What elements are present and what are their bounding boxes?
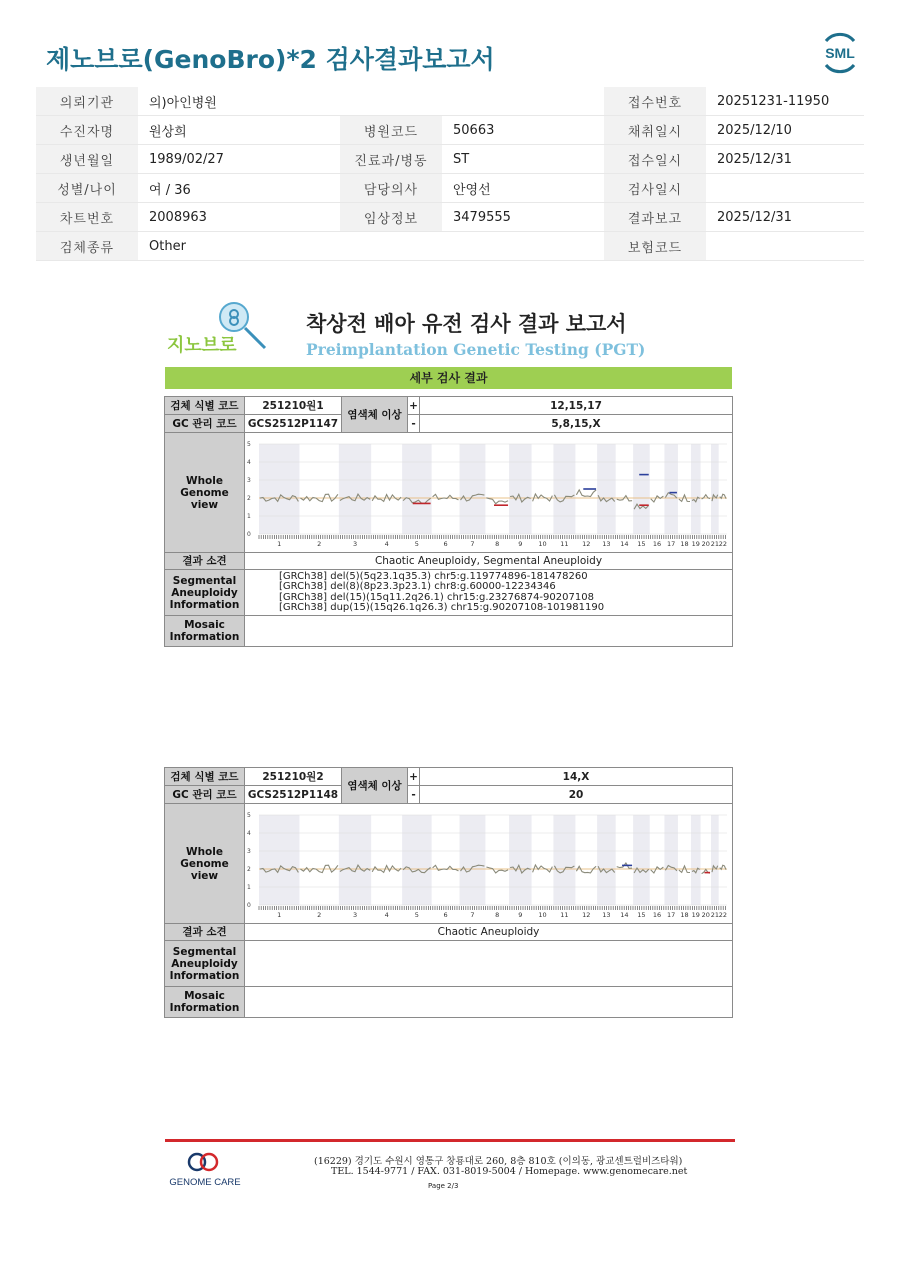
result-label: 결과 소견 — [165, 553, 245, 570]
sample-result-table — [164, 767, 733, 1018]
chromosome-band — [259, 815, 299, 905]
x-tick-label: 5 — [414, 539, 419, 548]
loss-sign: - — [408, 786, 420, 804]
x-tick-label: 4 — [384, 539, 389, 548]
info-label: 결과보고 — [604, 203, 706, 232]
info-value: ST — [442, 145, 604, 174]
x-tick-label: 1 — [277, 910, 282, 919]
chromosome-abnormality-label: 염색체 이상 — [342, 768, 408, 804]
info-row — [36, 232, 864, 261]
info-value: 2025/12/31 — [706, 145, 864, 174]
y-tick-label: 1 — [247, 883, 251, 891]
copy-number-trace — [486, 867, 508, 873]
info-value: 2025/12/31 — [706, 203, 864, 232]
info-label: 검체종류 — [36, 232, 138, 261]
chromosome-band — [259, 444, 299, 534]
x-tick-label: 8 — [495, 539, 500, 548]
x-tick-label: 22 — [718, 539, 727, 548]
info-value: 3479555 — [442, 203, 604, 232]
chromosome-abnormality-label: 염색체 이상 — [342, 397, 408, 433]
x-tick-label: 3 — [352, 539, 358, 548]
report-title: 제노브로(GenoBro)*2 검사결과보고서 — [46, 45, 495, 74]
loss-chromosomes: 5,8,15,X — [420, 415, 733, 433]
chromosome-band — [664, 444, 678, 534]
chromosome-band — [339, 444, 371, 534]
x-tick-label: 21 — [710, 539, 719, 548]
footer-divider — [165, 1139, 735, 1142]
gain-sign: + — [408, 397, 420, 415]
copy-number-trace — [651, 866, 664, 872]
info-label: 병원코드 — [340, 116, 442, 145]
x-tick-label: 10 — [538, 539, 547, 548]
copy-number-trace — [576, 866, 596, 873]
genobro-logo — [165, 300, 275, 358]
x-tick-label: 14 — [620, 539, 629, 548]
sample-id-value: 251210원1 — [245, 397, 342, 415]
info-value: 의)아인병원 — [138, 87, 340, 116]
info-row — [36, 116, 864, 145]
info-label: 담당의사 — [340, 174, 442, 203]
chromosome-band — [553, 815, 575, 905]
chromosome-band — [633, 815, 650, 905]
chromosome-band — [402, 815, 432, 905]
x-tick-label: 14 — [620, 910, 629, 919]
genome-view-chart — [245, 433, 733, 553]
info-value — [706, 232, 864, 261]
info-label — [340, 87, 442, 116]
info-value: 20251231-11950 — [706, 87, 864, 116]
info-label: 보험코드 — [604, 232, 706, 261]
x-tick-label: 10 — [538, 910, 547, 919]
x-tick-label: 13 — [602, 910, 611, 919]
x-tick-label: 19 — [691, 539, 700, 548]
x-tick-label: 7 — [470, 910, 475, 919]
gc-code-value: GCS2512P1148 — [245, 786, 342, 804]
info-value: 50663 — [442, 116, 604, 145]
patient-info-table — [36, 87, 864, 261]
x-tick-label: 17 — [667, 539, 676, 548]
x-tick-label: 17 — [667, 910, 676, 919]
page-number: Page 2/3 — [428, 1182, 459, 1190]
info-label: 의뢰기관 — [36, 87, 138, 116]
svg-text:지노브로: 지노브로 — [167, 335, 237, 356]
y-tick-label: 5 — [247, 811, 251, 819]
x-tick-label: 7 — [470, 539, 475, 548]
info-label: 성별/나이 — [36, 174, 138, 203]
segmental-label: Segmental Aneuploidy Information — [165, 941, 245, 987]
x-tick-label: 4 — [384, 910, 389, 919]
gc-code-label: GC 관리 코드 — [165, 415, 245, 433]
info-value — [706, 174, 864, 203]
chromosome-band — [553, 444, 575, 534]
info-row — [36, 87, 864, 116]
x-tick-label: 2 — [317, 910, 322, 919]
y-tick-label: 2 — [247, 865, 251, 873]
chromosome-band — [509, 815, 531, 905]
info-label: 수진자명 — [36, 116, 138, 145]
chromosome-band — [691, 815, 701, 905]
x-tick-label: 12 — [582, 539, 591, 548]
info-label: 차트번호 — [36, 203, 138, 232]
copy-number-trace — [651, 495, 664, 501]
info-value — [442, 232, 604, 261]
chromosome-band — [597, 444, 616, 534]
segmental-entry: [GRCh38] del(5)(5q23.1q35.3) chr5:g.119774896-181478260 — [279, 570, 588, 582]
genome-view-label: Whole Genome view — [165, 804, 245, 924]
info-label: 진료과/병동 — [340, 145, 442, 174]
x-tick-label: 8 — [495, 910, 500, 919]
sample-id-value: 251210원2 — [245, 768, 342, 786]
sample-id-label: 검체 식별 코드 — [165, 397, 245, 415]
sample-result-table — [164, 396, 733, 647]
genome-view-label: Whole Genome view — [165, 433, 245, 553]
chromosome-band — [402, 444, 432, 534]
x-tick-label: 19 — [691, 910, 700, 919]
info-label: 접수번호 — [604, 87, 706, 116]
info-row — [36, 174, 864, 203]
info-row — [36, 145, 864, 174]
y-tick-label: 0 — [247, 530, 251, 538]
footer-address: (16229) 경기도 수원시 영통구 창룡대로 260, 8층 810호 (이의동, 광교센트럴비즈타워) — [314, 1156, 683, 1167]
x-tick-label: 11 — [560, 539, 569, 548]
segmental-label: Segmental Aneuploidy Information — [165, 570, 245, 616]
mosaic-info — [245, 987, 733, 1018]
info-label: 접수일시 — [604, 145, 706, 174]
x-tick-label: 18 — [680, 539, 689, 548]
info-label: 생년월일 — [36, 145, 138, 174]
segmental-entry: [GRCh38] dup(15)(15q26.1q26.3) chr15:g.90207108-101981190 — [279, 602, 605, 613]
info-value: 2008963 — [138, 203, 340, 232]
y-tick-label: 2 — [247, 494, 251, 502]
result-value: Chaotic Aneuploidy — [245, 924, 733, 941]
x-tick-label: 1 — [277, 539, 282, 548]
info-value: 안영선 — [442, 174, 604, 203]
copy-number-plot — [245, 434, 731, 552]
segmental-info — [245, 570, 733, 616]
x-tick-label: 20 — [701, 910, 710, 919]
footer-contact: TEL. 1544-9771 / FAX. 031-8019-5004 / Homepage. www.genomecare.net — [331, 1166, 688, 1177]
chromosome-band — [339, 815, 371, 905]
x-tick-label: 22 — [718, 910, 727, 919]
copy-number-trace — [433, 494, 459, 500]
info-row — [36, 203, 864, 232]
x-tick-label: 18 — [680, 910, 689, 919]
copy-number-plot — [245, 805, 731, 923]
y-tick-label: 1 — [247, 512, 251, 520]
gain-chromosomes: 12,15,17 — [420, 397, 733, 415]
y-tick-label: 0 — [247, 901, 251, 909]
y-tick-label: 5 — [247, 440, 251, 448]
segmental-entry: [GRCh38] del(8)(8p23.3p23.1) chr8:g.60000-12234346 — [279, 581, 556, 592]
info-value: 1989/02/27 — [138, 145, 340, 174]
gain-sign: + — [408, 768, 420, 786]
x-tick-label: 11 — [560, 910, 569, 919]
gc-code-value: GCS2512P1147 — [245, 415, 342, 433]
section-heading: 세부 검사 결과 — [165, 367, 732, 389]
info-value: 여 / 36 — [138, 174, 340, 203]
x-tick-label: 9 — [518, 910, 523, 919]
gc-code-label: GC 관리 코드 — [165, 786, 245, 804]
chromosome-band — [597, 815, 616, 905]
segmental-entry: [GRCh38] del(15)(15q11.2q26.1) chr15:g.23276874-90207108 — [279, 591, 594, 603]
gain-chromosomes: 14,X — [420, 768, 733, 786]
chromosome-band — [460, 815, 486, 905]
y-tick-label: 4 — [247, 458, 251, 466]
sml-logo — [818, 31, 862, 75]
chromosome-band — [664, 815, 678, 905]
info-value: Other — [138, 232, 340, 261]
x-tick-label: 21 — [710, 910, 719, 919]
chromosome-band — [711, 815, 719, 905]
info-value: 원상희 — [138, 116, 340, 145]
copy-number-trace — [433, 865, 459, 871]
pgt-title: 착상전 배아 유전 검사 결과 보고서 — [306, 312, 627, 336]
x-tick-label: 9 — [518, 539, 523, 548]
chromosome-band — [460, 444, 486, 534]
x-tick-label: 3 — [352, 910, 358, 919]
info-value: 2025/12/10 — [706, 116, 864, 145]
result-label: 결과 소견 — [165, 924, 245, 941]
x-tick-label: 20 — [701, 539, 710, 548]
chromosome-band — [691, 444, 701, 534]
x-tick-label: 16 — [652, 910, 662, 919]
info-value — [442, 87, 604, 116]
svg-text:GENOME CARE: GENOME CARE — [169, 1177, 241, 1188]
chromosome-band — [509, 444, 531, 534]
x-tick-label: 2 — [317, 539, 322, 548]
segmental-info — [245, 941, 733, 987]
x-tick-label: 6 — [443, 910, 448, 919]
info-label — [340, 232, 442, 261]
x-tick-label: 6 — [443, 539, 448, 548]
copy-number-trace — [486, 497, 508, 503]
mosaic-info — [245, 616, 733, 647]
genome-care-logo — [164, 1150, 246, 1190]
x-tick-label: 15 — [637, 910, 646, 919]
x-tick-label: 16 — [652, 539, 662, 548]
chromosome-band — [711, 444, 719, 534]
y-tick-label: 4 — [247, 829, 251, 837]
x-tick-label: 12 — [582, 910, 591, 919]
y-tick-label: 3 — [247, 476, 251, 484]
x-tick-label: 15 — [637, 539, 646, 548]
sample-id-label: 검체 식별 코드 — [165, 768, 245, 786]
loss-chromosomes: 20 — [420, 786, 733, 804]
mosaic-label: Mosaic Information — [165, 616, 245, 647]
info-label: 검사일시 — [604, 174, 706, 203]
x-tick-label: 5 — [414, 910, 419, 919]
x-tick-label: 13 — [602, 539, 611, 548]
result-value: Chaotic Aneuploidy, Segmental Aneuploidy — [245, 553, 733, 570]
y-tick-label: 3 — [247, 847, 251, 855]
copy-number-trace — [576, 489, 596, 496]
pgt-subtitle: Preimplantation Genetic Testing (PGT) — [306, 340, 646, 359]
info-label: 채취일시 — [604, 116, 706, 145]
genome-view-chart — [245, 804, 733, 924]
mosaic-label: Mosaic Information — [165, 987, 245, 1018]
chromosome-band — [633, 444, 650, 534]
svg-text:SML: SML — [825, 45, 855, 61]
loss-sign: - — [408, 415, 420, 433]
info-label: 임상정보 — [340, 203, 442, 232]
